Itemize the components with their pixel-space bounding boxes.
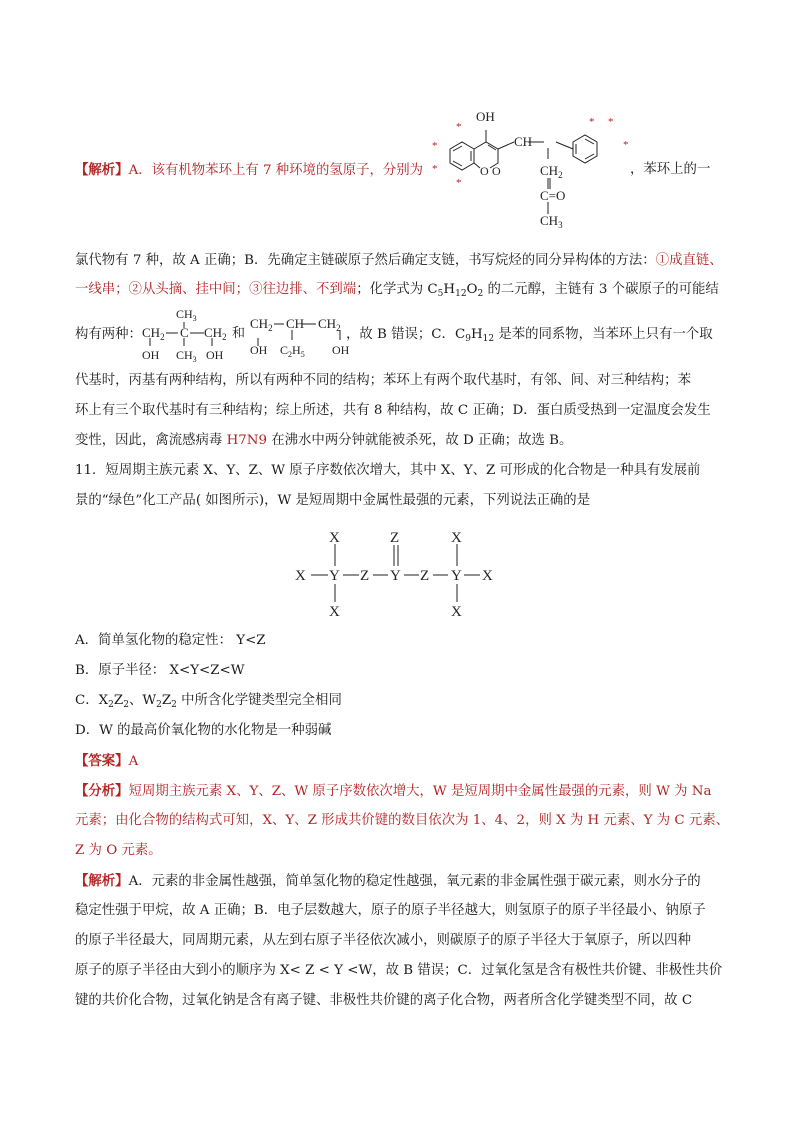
analysis1-line3: 一线串；②从头摘、挂中间；③往边排、不到端；化学式为 $C_5H_{12}O_2$ 的二元醇，主链有 3 个碳原子的可能结 xyxy=(75,282,719,299)
atom-x: X xyxy=(451,604,462,618)
analysis2-line2: 稳定性强于甲烷，故 A 正确；B．电子层数越大，原子的原子半径越大，则氢原子的原子半径最小、钠原子 xyxy=(75,903,706,918)
atom-z: Z xyxy=(360,568,370,584)
fenxi-label: 【分析】 xyxy=(75,783,129,799)
analysis-label: 【解析】 xyxy=(75,162,129,178)
and-text: 和 xyxy=(232,325,246,340)
diol2-c2h5: $C_2H_5$ xyxy=(280,343,305,359)
atom-x: X xyxy=(295,568,306,584)
analysis2-line3: 的原子半径最大，同周期元素，从左到右原子半径依次减小，则碳原子的原子半径大于氧原子，所以四种 xyxy=(75,933,691,948)
option-b: B．原子半径： X<Y<Z<W xyxy=(75,663,245,678)
option-d: D．W 的最高价氧化物的水化物是一种弱碱 xyxy=(75,723,332,738)
atom-y: Y xyxy=(329,568,340,584)
diol1-c: C xyxy=(180,325,189,340)
option-a: A．简单氢化物的稳定性： Y<Z xyxy=(75,633,266,648)
star-icon: * xyxy=(589,116,595,128)
xyz-structure-diagram xyxy=(290,528,510,618)
answer-line xyxy=(75,746,725,777)
keto-oxygen-label: O xyxy=(492,164,501,178)
analysis1-line4-tail: ，故 B 错误；C．$C_9H_{12}$ 是苯的同系物，当苯环上只有一个取 xyxy=(346,327,713,344)
diol-structures xyxy=(140,304,380,364)
diol2-ch: CH xyxy=(286,316,305,331)
diol1-oh-a: OH xyxy=(142,348,160,362)
star-icon: * xyxy=(432,140,438,152)
analysis1-line6: 环上有三个取代基时有三种结构；综上所述，共有 8 种结构，故 C 正确；D．蛋白质受热到一定温度会发生 xyxy=(75,403,711,418)
star-icon: * xyxy=(456,121,462,133)
atom-x: X xyxy=(329,530,340,546)
answer-label: 【答案】 xyxy=(75,753,129,769)
analysis2-line4: 原子的原子半径由大到小的顺序为 X< Z < Y <W，故 B 错误；C．过氧化氢是含有极性共价键、非极性共价 xyxy=(75,963,723,978)
fenxi-line1: 【分析】短周期主族元素 X、Y、Z、W 原子序数依次增大，W 是短周期中金属性最强的元素，则 W 为 Na xyxy=(75,783,712,799)
fenxi-line3: Z 为 O 元素。 xyxy=(75,843,162,858)
diol2-ch2b: $CH_2$ xyxy=(318,316,341,333)
analysis2-line5: 键的共价化合物，过氧化钠是含有离子键、非极性共价键的离子化合物，两者所含化学键类型不同，故 C xyxy=(75,993,693,1008)
diol1-oh-b: OH xyxy=(206,348,224,362)
star-icon: * xyxy=(456,177,462,189)
atom-x: X xyxy=(451,530,462,546)
diol2-ch2a: $CH_2$ xyxy=(250,316,273,333)
analysis1-line4: 构有两种： xyxy=(75,327,142,342)
star-icon: * xyxy=(432,163,438,175)
atom-y: Y xyxy=(390,568,401,584)
option-c: C．$X_2Z_2$、$W_2Z_2$ 中所含化学键类型完全相同 xyxy=(75,693,342,710)
star-icon: * xyxy=(608,116,614,128)
analysis1-line1-tail: ，苯环上的一 xyxy=(630,162,711,177)
ch-label: CH xyxy=(514,134,533,149)
analysis1-line2: 氯代物有 7 种，故 A 正确；B．先确定主链碳原子然后确定支链，书写烷烃的同分异构体的方法：①成直链、 xyxy=(75,253,723,268)
ch2-label: $CH_2$ xyxy=(540,163,563,180)
analysis2-label: 【解析】 xyxy=(75,873,129,889)
q11-stem-line2: 景的“绿色”化工产品( 如图所示)，W 是短周期中金属性最强的元素，下列说法正确的是 xyxy=(75,493,591,508)
diol1-ch3-bot: $CH_3$ xyxy=(176,348,197,364)
carbonyl-label: C=O xyxy=(540,188,566,203)
diol1-ch3-top: $CH_3$ xyxy=(176,307,197,323)
analysis2-line1: 【解析】A．元素的非金属性越强，简单氢化物的稳定性越强，氧元素的非金属性强于碳元素，则水分子的 xyxy=(75,873,701,889)
diol1-ch2b: $CH_2$ xyxy=(204,325,227,342)
atom-z: Z xyxy=(420,568,430,584)
atom-x: X xyxy=(482,568,493,584)
warfarin-like-structure xyxy=(428,104,638,229)
ch3-label: $CH_3$ xyxy=(540,213,563,229)
atom-z: Z xyxy=(390,530,400,546)
analysis1-line5: 代基时，丙基有两种结构，所以有两种不同的结构；苯环上有两个取代基时，有邻、间、对三种结构；苯 xyxy=(75,373,691,388)
ring-oxygen-label: O xyxy=(480,164,489,178)
fenxi-line2: 元素；由化合物的结构式可知，X、Y、Z 形成共价键的数目依次为 1、4、2，则 X 为 H 元素、Y 为 C 元素、 xyxy=(75,813,730,828)
oh-label: OH xyxy=(476,109,495,124)
atom-y: Y xyxy=(451,568,462,584)
analysis1-line7: 变性，因此，禽流感病毒 H7N9 在沸水中两分钟就能被杀死，故 D 正确；故选 B。 xyxy=(75,433,573,448)
diol2-oh-a: OH xyxy=(250,343,268,357)
q11-stem-line1: 11．短周期主族元素 X、Y、Z、W 原子序数依次增大，其中 X、Y、Z 可形成的化合物是一种具有发展前 xyxy=(75,463,701,478)
answer-value: A xyxy=(128,754,139,769)
diol2-oh-b: OH xyxy=(332,343,350,357)
atom-x: X xyxy=(329,604,340,618)
analysis1-text-a: A．该有机物苯环上有 7 种环境的氢原子，分别为 xyxy=(128,163,424,178)
diol1-ch2a: $CH_2$ xyxy=(142,325,165,342)
star-icon: * xyxy=(623,139,629,151)
